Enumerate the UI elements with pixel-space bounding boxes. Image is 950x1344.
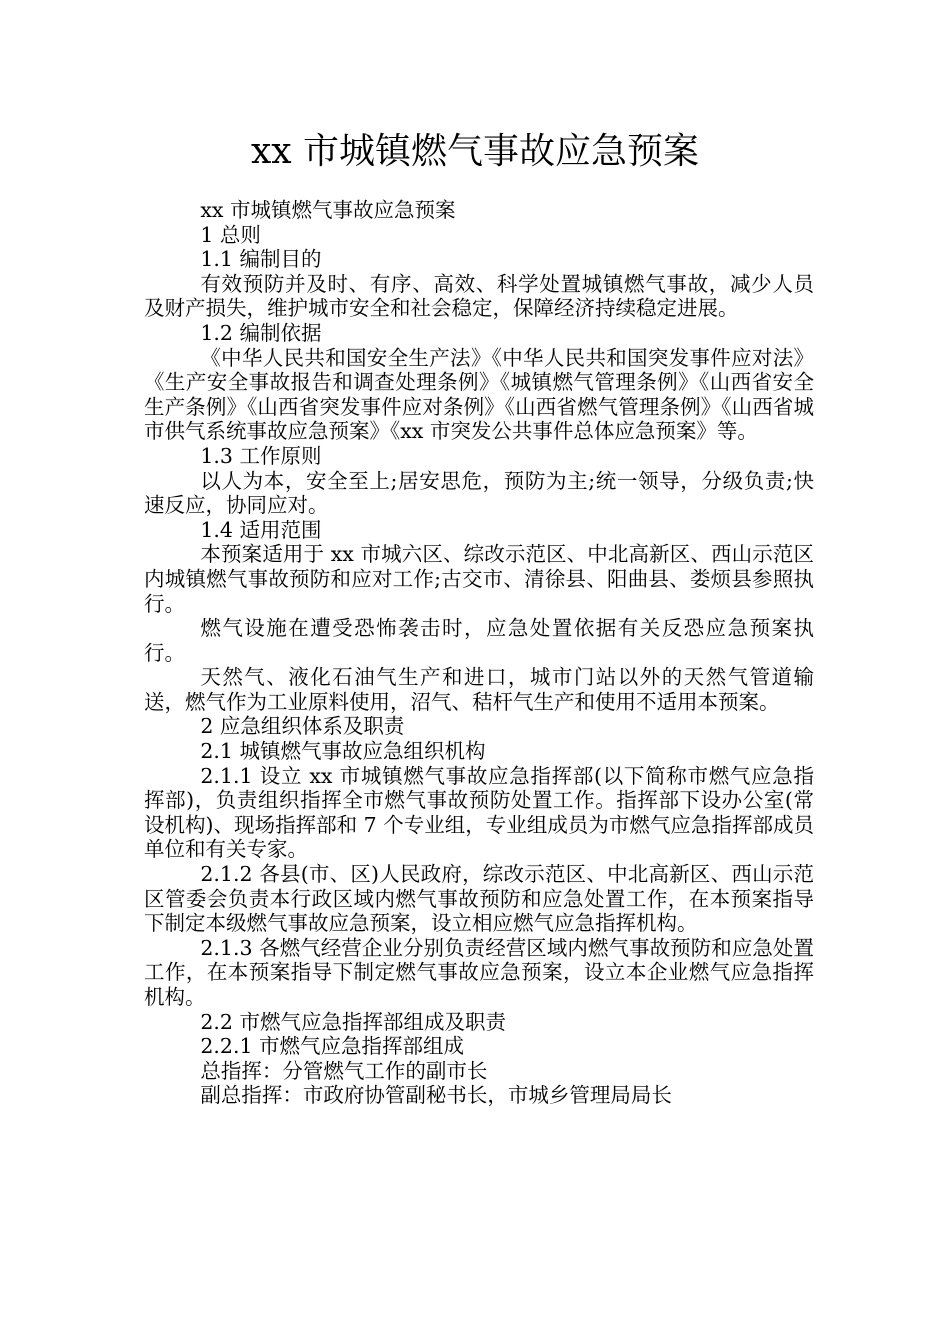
heading-emergency-org: 2.1 城镇燃气事故应急组织机构	[200, 739, 486, 764]
paragraph-terror-exception: 燃气设施在遭受恐怖袭击时，应急处置依据有关反恐应急预案执行。	[144, 616, 814, 665]
heading-principles: 1.3 工作原则	[200, 443, 322, 468]
heading-scope: 1.4 适用范围	[200, 517, 322, 542]
heading-command-composition: 2.2 市燃气应急指挥部组成及职责	[200, 1009, 506, 1034]
heading-basis: 1.2 编制依据	[200, 320, 322, 345]
paragraph-basis: 《中华人民共和国安全生产法》《中华人民共和国突发事件应对法》《生产安全事故报告和调查处理条例》《城镇燃气管理条例》《山西省安全生产条例》《山西省突发事件应对条例》《山西省燃气管理条例》《山西省城市供气系统事故应急预案》《xx 市突发公共事件总体应急预案》等。	[144, 345, 814, 444]
paragraph-commander: 总指挥：分管燃气工作的副市长	[200, 1058, 488, 1083]
paragraph-purpose: 有效预防并及时、有序、高效、科学处置城镇燃气事故，减少人员及财产损失，维护城市安全和社会稳定，保障经济持续稳定进展。	[144, 271, 814, 321]
paragraph-not-applicable: 天然气、液化石油气生产和进口，城市门站以外的天然气管道输送，燃气作为工业原料使用，沼气、秸杆气生产和使用不适用本预案。	[144, 665, 814, 714]
paragraph-principles: 以人为本，安全至上;居安思危，预防为主;统一领导，分级负责;快速反应，协同应对。	[144, 468, 814, 518]
heading-purpose: 1.1 编制目的	[200, 247, 322, 272]
paragraph-scope: 本预案适用于 xx 市城六区、综改示范区、中北高新区、西山示范区内城镇燃气事故预防和应对工作;古交市、清徐县、阳曲县、娄烦县参照执行。	[144, 542, 814, 616]
paragraph-2-1-2: 2.1.2 各县(市、区)人民政府，综改示范区、中北高新区、西山示范区管委会负责本行政区域内燃气事故预防和应急处置工作，在本预案指导下制定本级燃气事故应急预案，设立相应燃气应急指挥机构。	[144, 862, 814, 936]
heading-organization: 2 应急组织体系及职责	[200, 714, 405, 739]
heading-general-provisions: 1 总则	[200, 222, 261, 247]
heading-2-2-1: 2.2.1 市燃气应急指挥部组成	[200, 1034, 465, 1059]
paragraph-2-1-3: 2.1.3 各燃气经营企业分别负责经营区域内燃气事故预防和应急处置工作，在本预案指导下制定燃气事故应急预案，设立本企业燃气应急指挥机构。	[144, 935, 814, 1009]
paragraph-doc-name: xx 市城镇燃气事故应急预案	[200, 198, 456, 222]
document-title: xx 市城镇燃气事故应急预案	[250, 131, 700, 172]
paragraph-2-1-1: 2.1.1 设立 xx 市城镇燃气事故应急指挥部(以下简称市燃气应急指挥部)，负责组织指挥全市燃气事故预防处置工作。指挥部下设办公室(常设机构)、现场指挥部和 7 个专业组，专业组成员为市燃气应急指挥部成员单位和有关专家。	[144, 763, 814, 862]
paragraph-deputy-commander: 副总指挥：市政府协管副秘书长，市城乡管理局局长	[200, 1083, 672, 1108]
document-body	[144, 198, 814, 1108]
